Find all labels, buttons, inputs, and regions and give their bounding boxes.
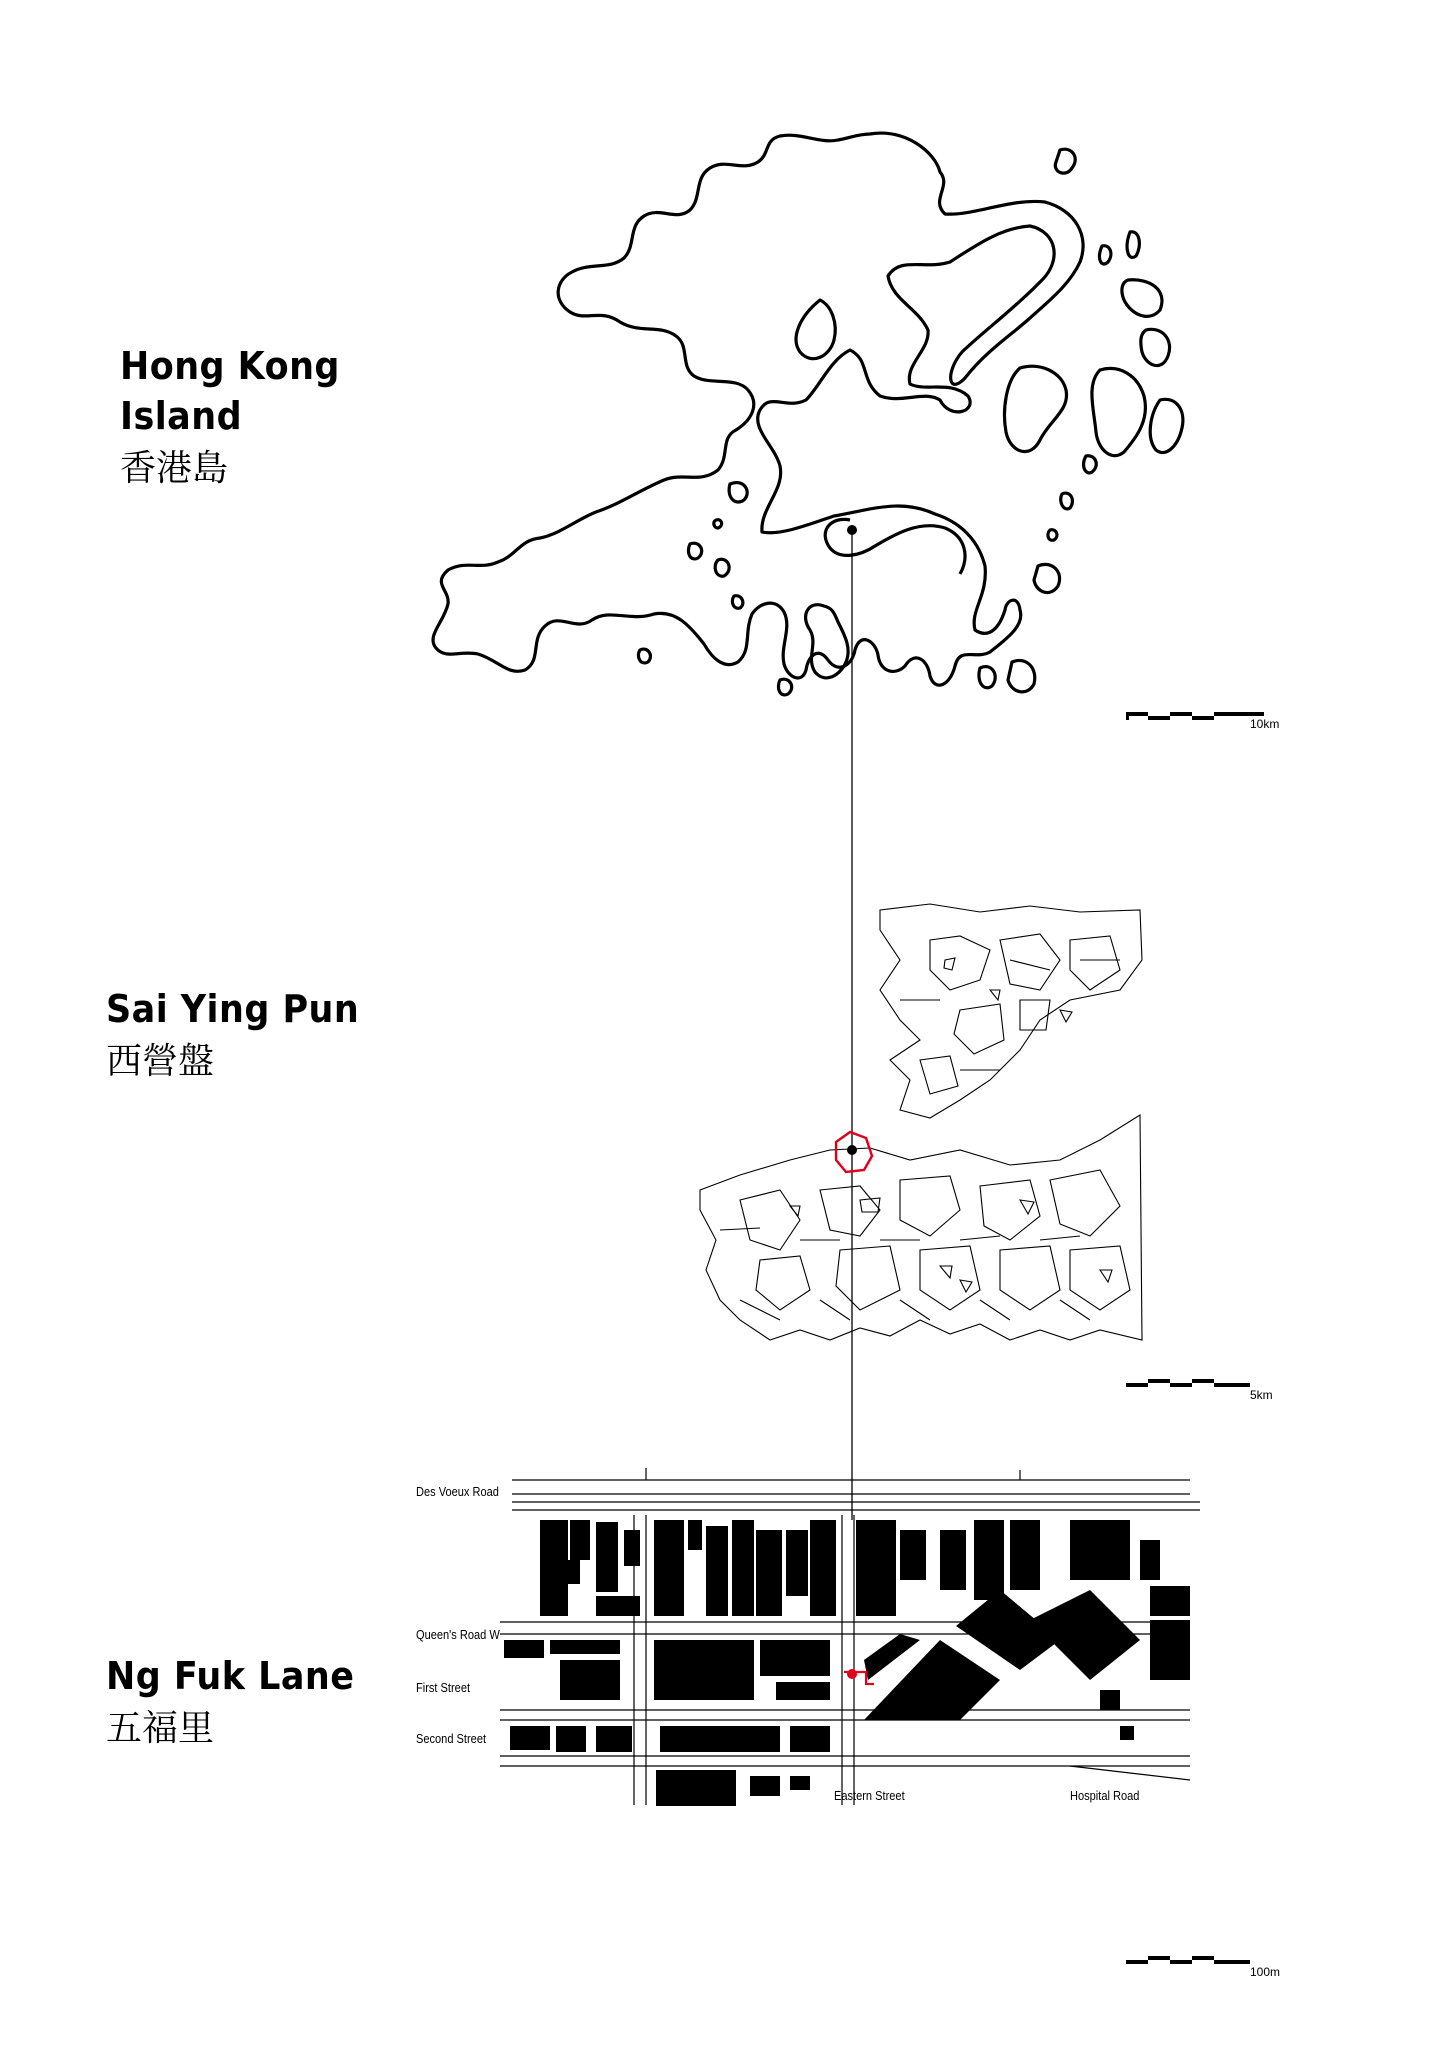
ng-fuk-lane-title: Ng Fuk Lane (106, 1654, 355, 1698)
scale-bar-icon (1126, 1956, 1250, 1964)
scale-label-10km: 10km (1250, 717, 1280, 731)
street-label-second-street: Second Street (416, 1731, 487, 1746)
scale-label-100m: 100m (1250, 1965, 1281, 1979)
hong-kong-title-line2: Island (120, 394, 243, 438)
street-label-des-voeux: Des Voeux Road (416, 1484, 499, 1499)
location-dot-icon (847, 1145, 857, 1155)
scale-bar-icon (1126, 712, 1264, 720)
scale-label-5km: 5km (1250, 1388, 1273, 1402)
sai-ying-pun-title: Sai Ying Pun (106, 987, 360, 1031)
hong-kong-island-outline (433, 133, 1183, 695)
scale-bar-icon (1126, 1379, 1250, 1387)
location-dot-icon (847, 1669, 857, 1679)
sai-ying-pun-title-chinese: 西營盤 (106, 1041, 215, 1082)
ng-fuk-lane-title-chinese: 五福里 (106, 1708, 215, 1749)
street-label-eastern-street: Eastern Street (834, 1788, 905, 1803)
hong-kong-title-line1: Hong Kong (120, 344, 340, 388)
street-label-queens-road-w: Queen's Road W (416, 1627, 500, 1642)
ng-fuk-lane-street-map (500, 1468, 1200, 1806)
hong-kong-title-chinese: 香港島 (120, 448, 229, 489)
street-label-hospital-road: Hospital Road (1070, 1788, 1140, 1803)
sai-ying-pun-contour-map (700, 904, 1142, 1340)
street-label-first-street: First Street (416, 1680, 471, 1695)
